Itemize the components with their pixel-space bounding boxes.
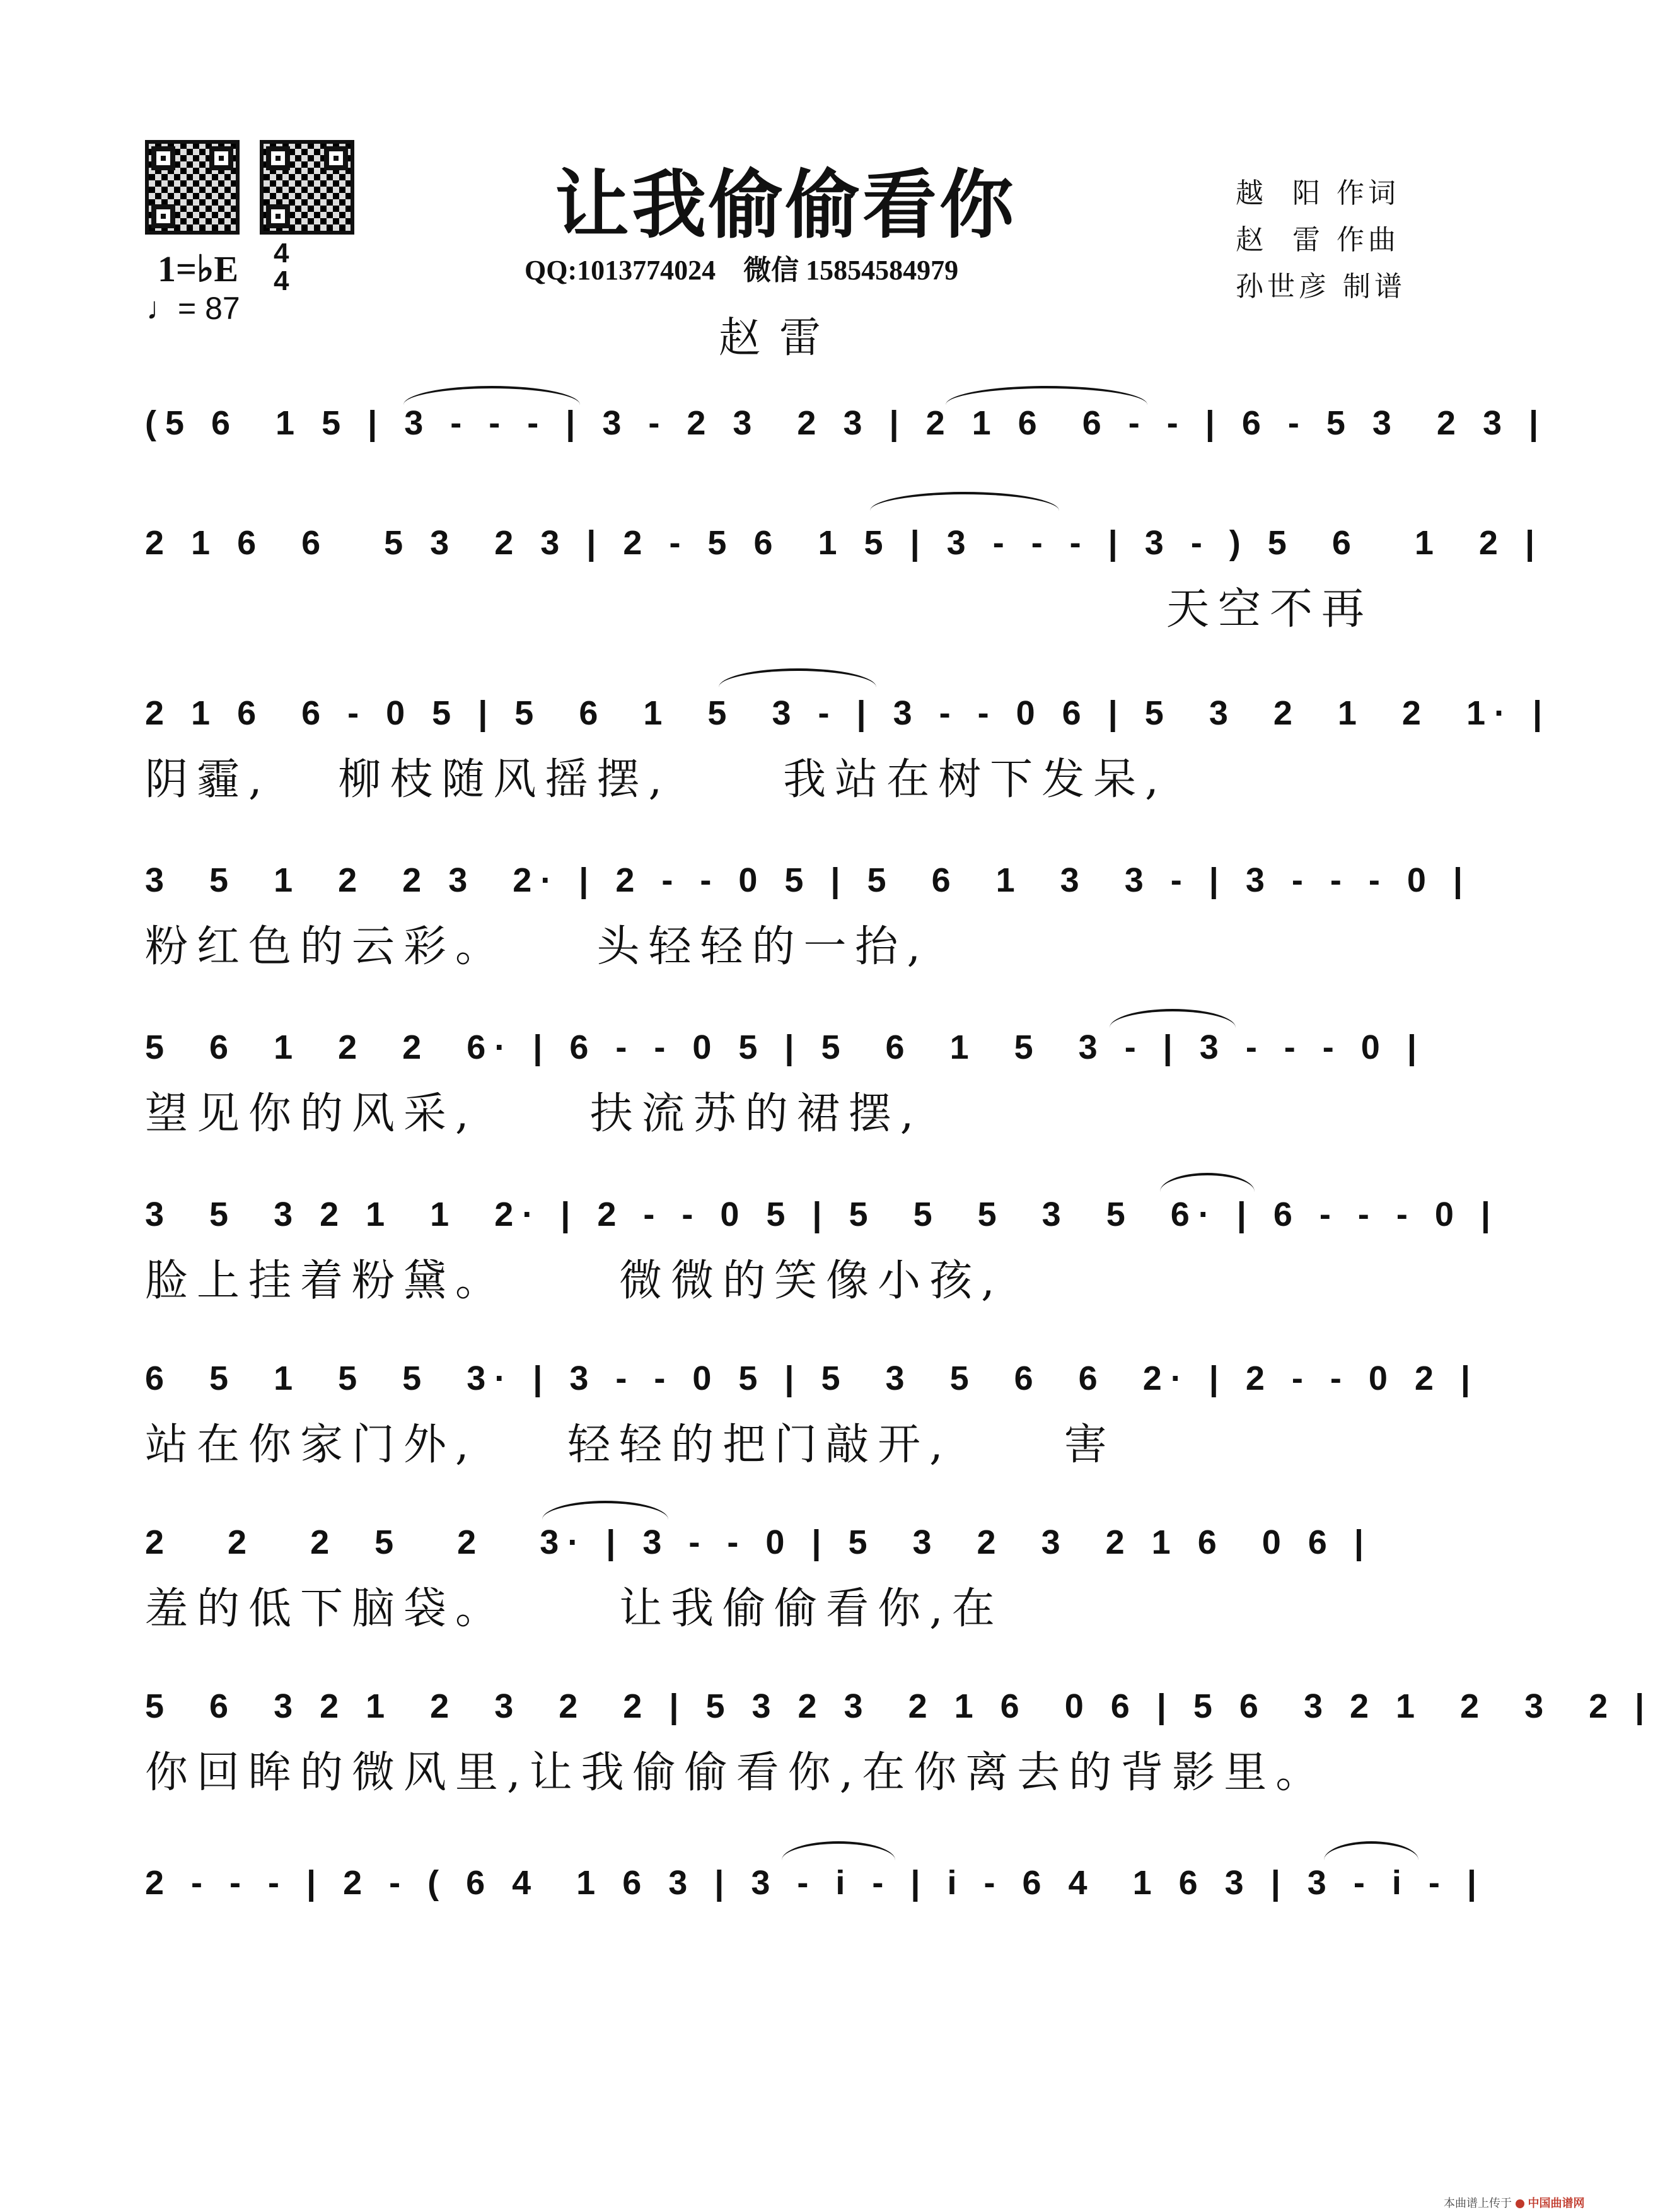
lyrics-line: 羞的低下脑袋。 让我偷偷看你,在 (145, 1584, 1004, 1634)
footer-uploader: 本曲谱上传于 (1444, 2197, 1512, 2210)
notes-line: 2 1 6 6 5 3 2 3 | 2 - 5 6 1 5 | 3 - - - | 3 - ) 5 6 1 2 | (145, 524, 1544, 562)
score-line-2 (145, 523, 1543, 636)
footer-site: 中国曲谱网 (1528, 2197, 1585, 2210)
lyrics-line: 天空不再 (1166, 585, 1374, 634)
tie-mark (719, 668, 876, 687)
transcriber-credit: 孙世彦 制谱 (1236, 271, 1406, 303)
tie-mark (1160, 1173, 1255, 1192)
lyrics-line: 望见你的风采, 扶流苏的裙摆, (145, 1089, 923, 1139)
notes-line: 2 1 6 6 - 0 5 | 5 6 1 5 3 - | 3 - - 0 6 | 5 3 2 1 2 1· | (145, 694, 1552, 732)
song-title: 让我偷偷看你 (555, 161, 1017, 248)
notes-line: 5 6 1 2 2 6· | 6 - - 0 5 | 5 6 1 5 3 - | 3 - - - 0 | (145, 1028, 1425, 1066)
time-signature (274, 240, 289, 295)
time-sig-top: 4 (274, 238, 289, 269)
score-line-1 (145, 404, 1547, 443)
notes-line: 2 2 2 5 2 3· | 3 - - 0 | 5 3 2 3 2 1 6 0 6 | (145, 1523, 1372, 1561)
credits (1236, 170, 1406, 310)
tie-mark (782, 1841, 895, 1860)
score-line-6 (145, 1195, 1499, 1308)
notes-line: (5 6 1 5 | 3 - - - | 3 - 2 3 2 3 | 2 1 6 6 - - | 6 - 5 3 2 3 | (145, 404, 1548, 442)
qr-code-wechat (260, 140, 354, 235)
notes-line: 5 6 3 2 1 2 3 2 2 | 5 3 2 3 2 1 6 0 6 | 5 6 3 2 1 2 3 2 | (145, 1687, 1653, 1725)
score-line-8 (145, 1523, 1372, 1636)
footer-credit (1444, 2194, 1584, 2211)
contact-info: QQ:1013774024 微信 15854584979 (525, 255, 959, 286)
footer-logo-icon (1516, 2199, 1524, 2208)
lyrics-line: 粉红色的云彩。 头轻轻的一抬, (145, 922, 930, 972)
tie-mark (1110, 1009, 1236, 1028)
key-signature: 1=♭E (158, 248, 239, 289)
tie-mark (542, 1501, 668, 1520)
lyrics-line: 站在你家门外, 轻轻的把门敲开, 害 (145, 1420, 1116, 1470)
tie-mark (946, 386, 1147, 405)
notes-line: 6 5 1 5 5 3· | 3 - - 0 5 | 5 3 5 6 6 2· | 2 - - 0 2 | (145, 1359, 1480, 1397)
time-sig-bottom: 4 (274, 265, 289, 296)
score-line-10 (145, 1863, 1485, 1902)
singer-name: 赵雷 (719, 313, 840, 362)
lyrics-line: 阴霾, 柳枝随风摇摆, 我站在树下发呆, (145, 755, 1168, 805)
score-line-4 (145, 861, 1471, 974)
composer-credit: 赵 雷 作曲 (1236, 224, 1400, 256)
tempo-marking: ♩= 87 (146, 291, 240, 326)
notes-line: 3 5 3 2 1 1 2· | 2 - - 0 5 | 5 5 5 3 5 6· | 6 - - - 0 | (145, 1196, 1499, 1233)
score-line-3 (145, 694, 1551, 806)
notes-line: 3 5 1 2 2 3 2· | 2 - - 0 5 | 5 6 1 3 3 - | 3 - - - 0 | (145, 861, 1471, 899)
lyricist-credit: 越 阳 作词 (1236, 177, 1400, 209)
score-line-7 (145, 1359, 1479, 1472)
score-line-9 (145, 1687, 1653, 1800)
tie-mark (1324, 1841, 1418, 1860)
tie-mark (870, 492, 1059, 511)
tie-mark (403, 386, 580, 405)
notes-line: 2 - - - | 2 - ( 6 4 1 6 3 | 3 - i - | i - 6 4 1 6 3 | 3 - i - | (145, 1864, 1485, 1902)
lyrics-line: 你回眸的微风里,让我偷偷看你,在你离去的背影里。 (145, 1748, 1328, 1798)
lyrics-line: 脸上挂着粉黛。 微微的笑像小孩, (145, 1256, 1004, 1306)
qr-code-qq (145, 140, 240, 235)
score-line-5 (145, 1028, 1425, 1141)
